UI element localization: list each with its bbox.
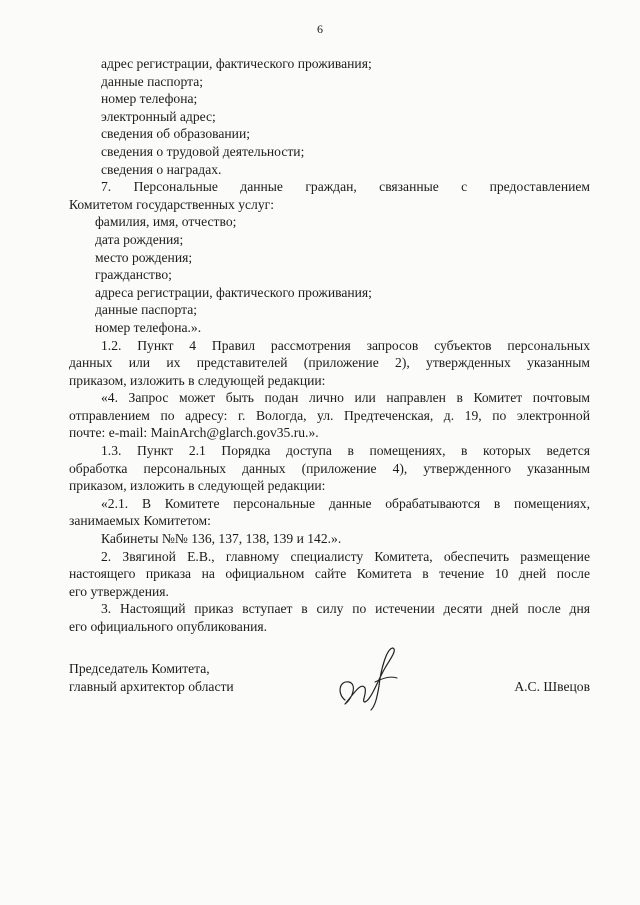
text-line: фамилия, имя, отчество;: [95, 214, 237, 230]
text-line: «4. Запрос может быть подан лично или направлен в Комитет почтовым: [101, 390, 590, 406]
text-line: адрес регистрации, фактического проживания;: [101, 56, 372, 71]
text-line: настоящего приказа на официальном сайте Комитета в течение 10 дней после: [69, 566, 590, 582]
signatory-position: [69, 660, 234, 695]
handwritten-signature-icon: [331, 642, 413, 712]
text-line: его утверждения.: [69, 583, 169, 599]
text-line: приказом, изложить в следующей редакции:: [69, 372, 326, 388]
text-line: 2. Звягиной Е.В., главному специалисту Комитета, обеспечить размещение: [101, 548, 590, 564]
text-line: адреса регистрации, фактического проживания;: [95, 284, 372, 300]
text-line: гражданство;: [95, 267, 172, 283]
page-number: 6: [317, 22, 323, 36]
text-line: место рождения;: [95, 249, 193, 265]
signatory-name: А.С. Швецов: [514, 678, 590, 694]
text-line: почте: e-mail: MainArch@glarch.gov35.ru.».: [69, 425, 319, 441]
text-line: электронный адрес;: [101, 108, 216, 124]
signature-block: [69, 660, 590, 720]
text-line: 1.3. Пункт 2.1 Порядка доступа в помещениях, в которых ведется: [101, 443, 590, 459]
text-line: дата рождения;: [95, 231, 184, 247]
text-line: его официального опубликования.: [69, 619, 268, 634]
text-line: 3. Настоящий приказ вступает в силу по истечении десяти дней после дня: [101, 601, 590, 617]
text-line: приказом, изложить в следующей редакции:: [69, 478, 326, 494]
text-line: Комитетом государственных услуг:: [69, 196, 274, 212]
text-line: сведения об образовании;: [101, 126, 250, 142]
text-line: данные паспорта;: [101, 73, 204, 89]
text-line: номер телефона;: [101, 91, 198, 107]
text-line: обработка персональных данных (приложение 4), утвержденного указанным: [69, 460, 590, 476]
document-body: [69, 55, 590, 636]
text-line: сведения о трудовой деятельности;: [101, 143, 305, 159]
signatory-position-line1: Председатель Комитета,: [69, 661, 210, 676]
text-line: Кабинеты №№ 136, 137, 138, 139 и 142.».: [101, 531, 342, 547]
text-line: номер телефона.».: [95, 319, 202, 335]
text-line: 7. Персональные данные граждан, связанные с предоставлением: [101, 179, 590, 195]
text-line: «2.1. В Комитете персональные данные обрабатываются в помещениях,: [101, 495, 590, 511]
signatory-position-line2: главный архитектор области: [69, 678, 234, 694]
text-line: 1.2. Пункт 4 Правил рассмотрения запросов субъектов персональных: [101, 337, 590, 353]
text-line: занимаемых Комитетом:: [69, 513, 211, 529]
text-line: отправлением по адресу: г. Вологда, ул. Предтеченская, д. 19, по электронной: [69, 407, 590, 423]
text-line: данных или их представителей (приложение 2), утвержденных указанным: [69, 355, 590, 371]
text-line: сведения о наградах.: [101, 161, 222, 177]
text-line: данные паспорта;: [95, 302, 198, 318]
